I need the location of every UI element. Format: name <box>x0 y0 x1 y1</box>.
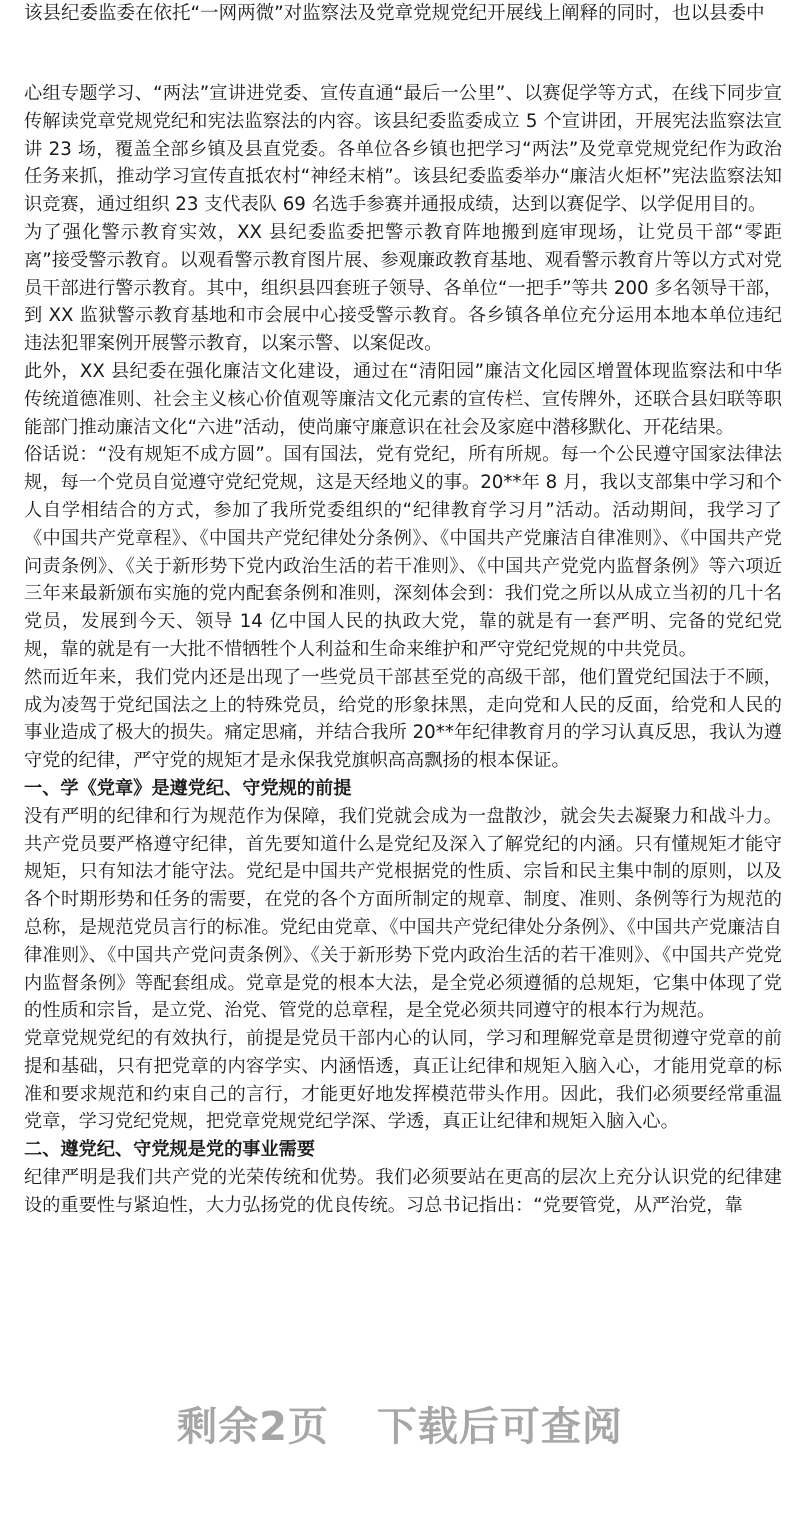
download-prompt-banner[interactable] <box>0 1395 800 1452</box>
section-heading: 二、遵党纪、守党规是党的事业需要 <box>24 1139 316 1161</box>
paragraph: 俗话说：“没有规矩不成方圆”。国有国法，党有党纪，所有所规。每一个公民遵守国家法律法规，每一个党员自觉遵守党纪党规，这是天经地义的事。20**年 8 月，我以支部集中学习和个人自学相结合的方式，参加了我所党委组织的“纪律教育学习月”活动。活动期间，我学习了《中国共产党章程》、《中国共产党纪律处分条例》、《中国共产党廉洁自律准则》、《中国共产党问责条例》、《关于新形势下党内政治生活的若干准则》、《中国共产党党内监督条例》等六项近三年来最新颁布实施的党内配套条例和准则，深刻体会到：我们党之所以从成立当初的几十名党员，发展到今天、领导 14 亿中国人民的执政大党，靠的就是有一套严明、完备的党纪党规，靠的就是有一大批不惜牺牲个人利益和生命来维护和严守党纪党规的中共党员。 <box>24 444 782 660</box>
paragraph: 心组专题学习、“两法”宣讲进党委、宣传直通“最后一公里”、以赛促学等方式，在线下同步宣传解读党章党规党纪和宪法监察法的内容。该县纪委监委成立 5 个宣讲团，开展宪法监察法宣讲 23 场，覆盖全部乡镇及县直党委。各单位各乡镇也把学习“两法”及党章党规党纪作为政治任务来抓，推动学习宣传直抵农村“神经末梢”。该县纪委监委举办“廉洁火炬杯”宪法监察法知识竞赛，通过组织 23 支代表队 69 名选手参赛并通报成绩，达到以赛促学、以学促用目的。 <box>24 83 782 216</box>
paragraph: 纪律严明是我们共产党的光荣传统和优势。我们必须要站在更高的层次上充分认识党的纪律建设的重要性与紧迫性，大力弘扬党的优良传统。习总书记指出：“党要管党，从严治党，靠 <box>24 1167 782 1216</box>
document-body <box>24 80 782 1220</box>
section-heading: 一、学《党章》是遵党纪、守党规的前提 <box>24 777 352 799</box>
paragraph: 然而近年来，我们党内还是出现了一些党员干部甚至党的高级干部，他们置党纪国法于不顾，成为凌驾于党纪国法之上的特殊党员，给党的形象抹黑，走向党和人民的反面，给党和人民的事业造成了极大的损失。痛定思痛，并结合我所 20**年纪律教育月的学习认真反思，我认为遵守党的纪律，严守党的规矩才是永保我党旗帜高高飘扬的根本保证。 <box>24 666 782 772</box>
paragraph: 此外，XX 县纪委在强化廉洁文化建设，通过在“清阳园”廉洁文化园区增置体现监察法和中华传统道德准则、社会主义核心价值观等廉洁文化元素的宣传栏、宣传牌外，还联合县妇联等职能部门推动廉洁文化“六进”活动，使尚廉守廉意识在社会及家庭中潜移默化、开花结果。 <box>24 360 782 438</box>
remaining-pages-text[interactable]: 剩余2页 <box>177 1404 329 1450</box>
paragraph: 为了强化警示教育实效，XX 县纪委监委把警示教育阵地搬到庭审现场，让党员干部“零距离”接受警示教育。以观看警示教育图片展、参观廉政教育基地、观看警示教育片等以方式对党员干部进行警示教育。其中，组织县四套班子领导、各单位“一把手”等共 200 多名领导干部，到 XX 监狱警示教育基地和市会展中心接受警示教育。各乡镇各单位充分运用本地本单位违纪违法犯罪案例开展警示教育，以案示警、以案促改。 <box>24 221 782 355</box>
document-top-line: 该县纪委监委在依托“一网两微”对监察法及党章党规党纪开展线上阐释的同时，也以县委中 <box>24 3 765 24</box>
download-to-view-text[interactable]: 下载后可查阅 <box>376 1404 623 1450</box>
paragraph: 党章党规党纪的有效执行，前提是党员干部内心的认同，学习和理解党章是贯彻遵守党章的前提和基础，只有把党章的内容学实、内涵悟透，真正让纪律和规矩入脑入心，才能用党章的标准和要求规范和约束自己的言行，才能更好地发挥模范带头作用。因此，我们必须要经常重温党章，学习党纪党规，把党章党规党纪学深、学透，真正让纪律和规矩入脑入心。 <box>24 1028 782 1133</box>
paragraph: 没有严明的纪律和行为规范作为保障，我们党就会成为一盘散沙，就会失去凝聚力和战斗力。共产党员要严格遵守纪律，首先要知道什么是党纪及深入了解党纪的内涵。只有懂规矩才能守规矩，只有知法才能守法。党纪是中国共产党根据党的性质、宗旨和民主集中制的原则，以及各个时期形势和任务的需要，在党的各个方面所制定的规章、制度、准则、条例等行为规范的总称，是规范党员言行的标准。党纪由党章、《中国共产党纪律处分条例》、《中国共产党廉洁自律准则》、《中国共产党问责条例》、《关于新形势下党内政治生活的若干准则》、《中国共产党党内监督条例》等配套组成。党章是党的根本大法，是全党必须遵循的总规矩，它集中体现了党的性质和宗旨，是立党、治党、管党的总章程，是全党必须共同遵守的根本行为规范。 <box>24 805 782 1022</box>
